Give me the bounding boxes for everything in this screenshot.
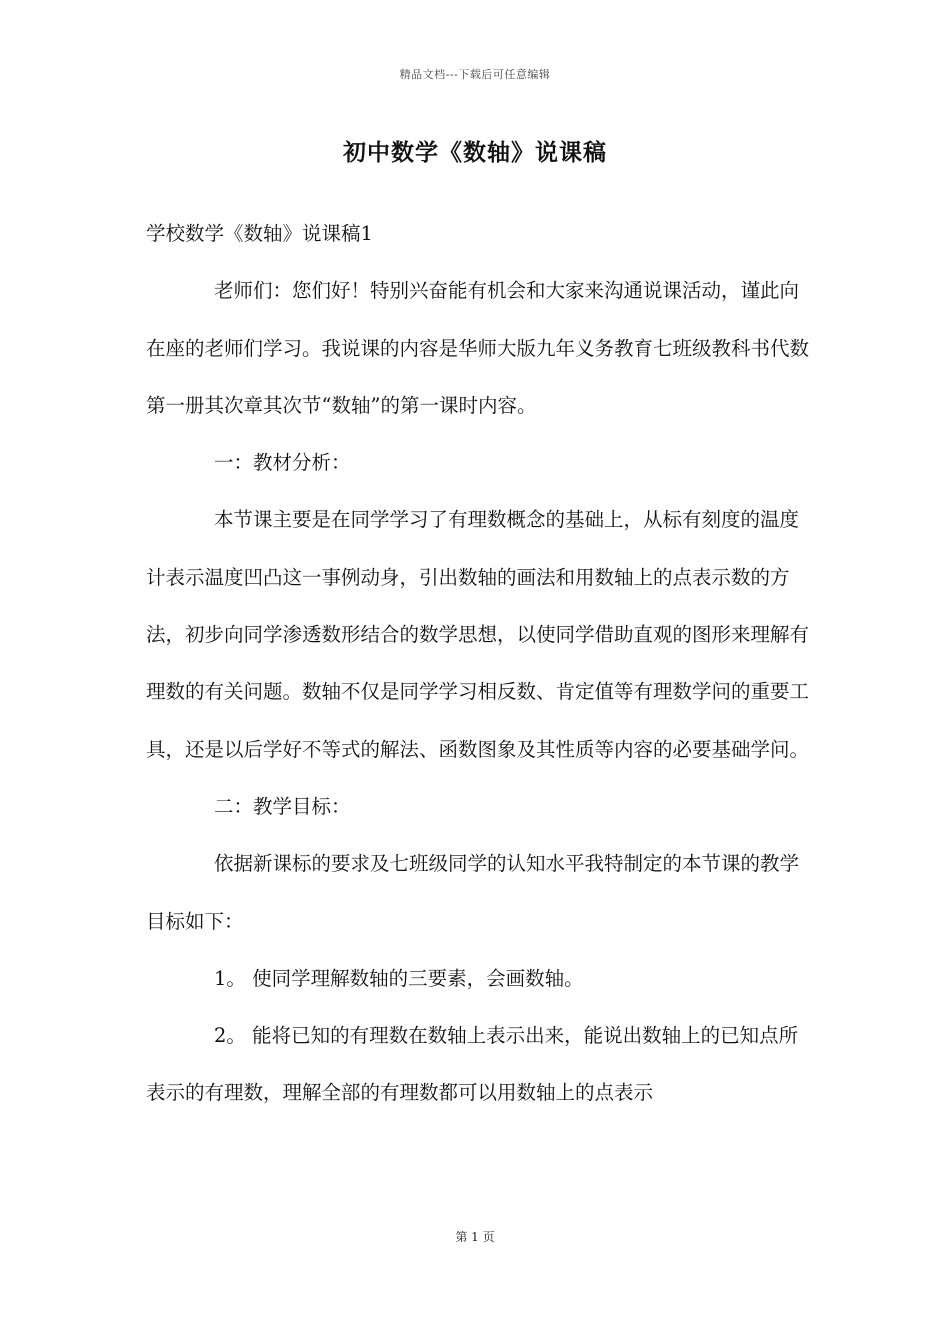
paragraph-greeting: 老师们：您们好！特别兴奋能有机会和大家来沟通说课活动，谨此向在座的老师们学习。我说课的内容是华师大版九年义务教育七班级教科书代数第一册其次章其次节“数轴”的第一课时内容。 — [146, 279, 810, 417]
goal-item-1: 1。 使同学理解数轴的三要素，会画数轴。 — [214, 966, 584, 990]
document-title: 初中数学《数轴》说课稿 — [343, 139, 607, 166]
section-heading-materials: 一：教材分析： — [214, 451, 351, 475]
page-number: 第 1 页 — [455, 1230, 495, 1244]
document-body — [146, 205, 810, 1122]
goal-item-2: 2。 能将已知的有理数在数轴上表示出来，能说出数轴上的已知点所表示的有理数，理解全部的有理数都可以用数轴上的点表示 — [146, 1024, 799, 1105]
paragraph-materials: 本节课主要是在同学学习了有理数概念的基础上，从标有刻度的温度计表示温度凹凸这一事例动身，引出数轴的画法和用数轴上的点表示数的方法，初步向同学渗透数形结合的数学思想，以使同学借助直观的图形来理解有理数的有关问题。数轴不仅是同学学习相反数、肯定值等有理数学问的重要工具，还是以后学好不等式的解法、函数图象及其性质等内容的必要基础学问。 — [146, 508, 810, 761]
paragraph-goals-intro: 依据新课标的要求及七班级同学的认知水平我特制定的本节课的教学目标如下： — [146, 852, 800, 933]
section-heading-goals: 二：教学目标： — [214, 794, 351, 818]
subtitle-line: 学校数学《数轴》说课稿1 — [146, 222, 373, 245]
page-header: 精品文档---下载后可任意编辑 — [399, 68, 551, 81]
